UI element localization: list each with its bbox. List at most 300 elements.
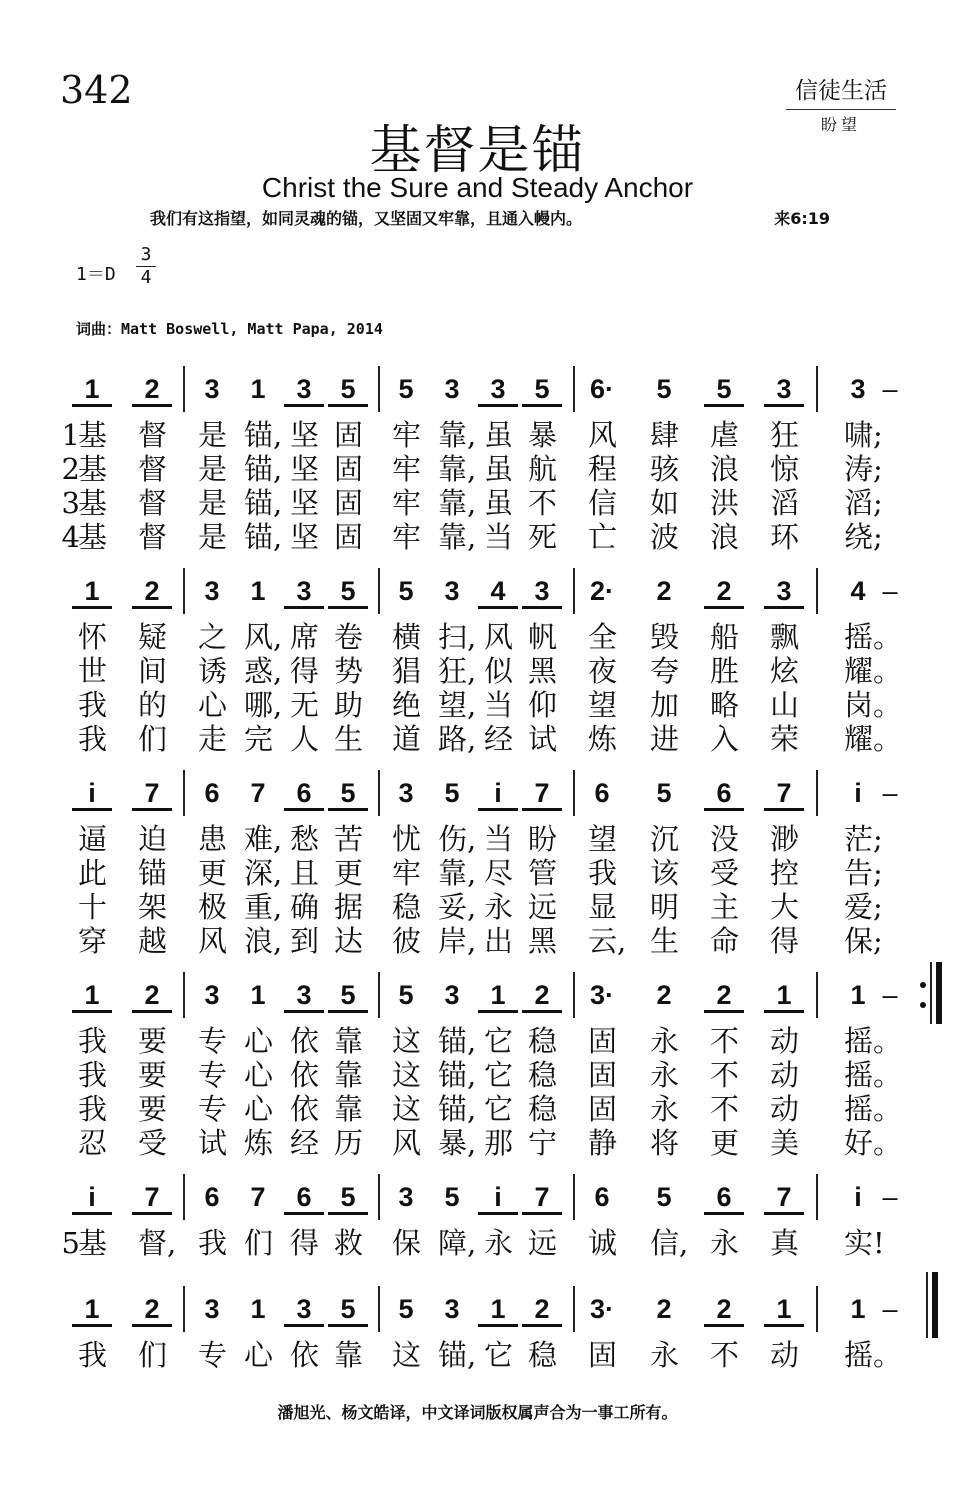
barline — [378, 568, 380, 614]
note: 2 — [704, 980, 744, 1013]
lyric-syllable: 锚, — [438, 1338, 477, 1372]
note: 5 — [444, 1182, 460, 1212]
lyric-syllable: 怀 — [78, 620, 108, 654]
time-signature-bottom: 4 — [140, 267, 152, 288]
lyric-syllable: 我 — [78, 722, 108, 756]
lyric-syllable: 管 — [528, 856, 558, 890]
lyric-syllable: 靠 — [334, 1024, 364, 1058]
barline — [378, 972, 380, 1018]
repeat-barline — [930, 962, 932, 1024]
note: 7 — [764, 1182, 804, 1215]
lyric-syllable: 穿 — [78, 924, 108, 958]
credits: 词曲：Matt Boswell, Matt Papa, 2014 — [76, 320, 383, 338]
repeat-barline-thick — [936, 962, 942, 1024]
lyric-syllable: 将 — [650, 1126, 680, 1160]
lyric-syllable: 进 — [650, 722, 680, 756]
note: 7 — [132, 778, 172, 811]
lyric-syllable: 浪 — [710, 452, 740, 486]
barline — [183, 366, 185, 412]
lyric-syllable: 经 — [484, 722, 514, 756]
note: 3 — [284, 1294, 324, 1327]
final-barline-thick — [932, 1272, 938, 1338]
lyric-syllable: 洪 — [710, 486, 740, 520]
note: 2 — [656, 576, 672, 606]
hymn-number: 342 — [60, 68, 133, 112]
note: 5 — [444, 778, 460, 808]
note: 3 — [204, 980, 220, 1010]
lyric-syllable: 波 — [650, 520, 680, 554]
barline — [816, 568, 818, 614]
lyric-syllable: 基 — [78, 486, 108, 520]
scripture-verse — [150, 206, 830, 229]
lyric-syllable: 这 — [392, 1338, 422, 1372]
lyric-syllable: 望 — [588, 822, 618, 856]
lyric-syllable: 且 — [290, 856, 320, 890]
lyric-syllable: 保 — [392, 1226, 422, 1260]
lyric-syllable: 专 — [198, 1338, 228, 1372]
repeat-dot — [920, 982, 926, 988]
lyric-syllable: 仰 — [528, 688, 558, 722]
lyric-syllable: 永 — [650, 1338, 680, 1372]
lyric-syllable: 达 — [334, 924, 364, 958]
note: i — [854, 1182, 862, 1212]
lyric-syllable: 耀。 — [844, 722, 903, 756]
lyric-syllable: 靠, — [438, 452, 477, 486]
lyric-syllable: 靠, — [438, 520, 477, 554]
scripture-reference: 来6:19 — [774, 209, 830, 228]
lyric-syllable: 绝 — [392, 688, 422, 722]
lyric-line — [0, 890, 955, 924]
hymn-subtitle: Christ the Sure and Steady Anchor — [261, 172, 694, 203]
lyric-syllable: 黑 — [528, 924, 558, 958]
lyric-syllable: 涛; — [844, 452, 883, 486]
lyric-syllable: 锚, — [244, 452, 283, 486]
note: 3 — [284, 980, 324, 1013]
lyric-syllable: 妥, — [438, 890, 477, 924]
lyric-line — [0, 1024, 955, 1058]
barline — [183, 770, 185, 816]
lyric-syllable: 耀。 — [844, 654, 903, 688]
lyric-syllable: 诱 — [198, 654, 228, 688]
lyric-line — [0, 688, 955, 722]
barline — [816, 1286, 818, 1332]
note: 1 — [72, 980, 112, 1013]
lyric-syllable: 当 — [484, 822, 514, 856]
barline — [573, 366, 575, 412]
lyric-syllable: 据 — [334, 890, 364, 924]
lyric-syllable: 宁 — [528, 1126, 558, 1160]
lyric-syllable: 这 — [392, 1058, 422, 1092]
lyric-syllable: 航 — [528, 452, 558, 486]
lyric-syllable: 狂 — [770, 418, 800, 452]
lyric-line — [0, 1226, 955, 1260]
lyric-syllable: 锚, — [438, 1058, 477, 1092]
lyric-syllable: 锚, — [438, 1092, 477, 1126]
hymn-title: 基督是锚 — [369, 121, 586, 181]
note: 4 — [478, 576, 518, 609]
lyric-syllable: 历 — [334, 1126, 364, 1160]
lyric-syllable: 真 — [770, 1226, 800, 1260]
barline — [378, 1286, 380, 1332]
lyric-syllable: 得 — [290, 1226, 320, 1260]
lyric-syllable: 坚 — [290, 418, 320, 452]
note: 2· — [589, 576, 614, 606]
lyric-syllable: 我 — [78, 1092, 108, 1126]
lyric-syllable: 更 — [198, 856, 228, 890]
lyric-syllable: 永 — [650, 1024, 680, 1058]
barline — [816, 1174, 818, 1220]
note: 7 — [522, 1182, 562, 1215]
lyric-syllable: 好。 — [844, 1126, 903, 1160]
note: 5 — [522, 374, 562, 407]
note: – — [882, 576, 898, 606]
note: 1 — [250, 1294, 266, 1324]
lyric-line — [0, 1338, 955, 1372]
lyric-syllable: 疑 — [138, 620, 168, 654]
verse-number: 2 — [61, 452, 80, 486]
lyric-syllable: 受 — [710, 856, 740, 890]
note: 2 — [132, 980, 172, 1013]
lyric-syllable: 黑 — [528, 654, 558, 688]
lyric-syllable: 当 — [484, 520, 514, 554]
lyric-syllable: 依 — [290, 1092, 320, 1126]
note: – — [882, 1182, 898, 1212]
note: 2 — [704, 1294, 744, 1327]
time-signature-top: 3 — [136, 244, 156, 267]
lyric-syllable: 生 — [650, 924, 680, 958]
lyric-syllable: 越 — [138, 924, 168, 958]
lyric-syllable: 愁 — [290, 822, 320, 856]
lyric-syllable: 心 — [244, 1338, 274, 1372]
lyric-syllable: 的 — [138, 688, 168, 722]
barline — [573, 770, 575, 816]
lyric-syllable: 深, — [244, 856, 283, 890]
lyric-syllable: 依 — [290, 1024, 320, 1058]
lyric-syllable: 固 — [334, 418, 364, 452]
lyric-syllable: 摇。 — [844, 620, 903, 654]
note: i — [478, 1182, 518, 1215]
barline — [183, 1286, 185, 1332]
note: 5 — [328, 1294, 368, 1327]
lyric-syllable: 忍 — [78, 1126, 108, 1160]
lyric-syllable: 到 — [290, 924, 320, 958]
lyric-syllable: 得 — [770, 924, 800, 958]
note: 5 — [328, 980, 368, 1013]
lyric-syllable: 全 — [588, 620, 618, 654]
lyric-syllable: 是 — [198, 418, 228, 452]
lyric-syllable: 渺 — [770, 822, 800, 856]
lyric-syllable: 摇。 — [844, 1338, 903, 1372]
lyric-syllable: 毁 — [650, 620, 680, 654]
lyric-syllable: 生 — [334, 722, 364, 756]
lyric-syllable: 如 — [650, 486, 680, 520]
lyric-syllable: 荣 — [770, 722, 800, 756]
lyric-syllable: 人 — [290, 722, 320, 756]
note: 1 — [764, 1294, 804, 1327]
lyric-syllable: 稳 — [528, 1024, 558, 1058]
note: 5 — [398, 1294, 414, 1324]
lyric-syllable: 牢 — [392, 418, 422, 452]
lyric-syllable: 尽 — [484, 856, 514, 890]
lyric-syllable: 督 — [138, 452, 168, 486]
lyric-syllable: 惊 — [770, 452, 800, 486]
lyric-syllable: 告; — [844, 856, 883, 890]
subcategory-label: 盼望 — [820, 115, 861, 134]
lyric-syllable: 经 — [290, 1126, 320, 1160]
lyric-syllable: 加 — [650, 688, 680, 722]
barline — [816, 770, 818, 816]
time-signature — [136, 244, 156, 289]
note: 5 — [328, 1182, 368, 1215]
lyric-syllable: 永 — [650, 1058, 680, 1092]
lyric-line — [0, 418, 955, 452]
lyric-syllable: 滔; — [844, 486, 883, 520]
lyric-syllable: 锚, — [244, 520, 283, 554]
lyric-syllable: 之 — [198, 620, 228, 654]
lyric-syllable: 无 — [290, 688, 320, 722]
lyric-syllable: 依 — [290, 1058, 320, 1092]
lyric-syllable: 出 — [484, 924, 514, 958]
lyric-syllable: 夸 — [650, 654, 680, 688]
note: 1 — [250, 980, 266, 1010]
lyric-syllable: 风 — [588, 418, 618, 452]
lyric-syllable: 动 — [770, 1092, 800, 1126]
lyric-syllable: 滔 — [770, 486, 800, 520]
lyric-syllable: 虽 — [484, 452, 514, 486]
lyric-syllable: 靠, — [438, 418, 477, 452]
lyric-syllable: 不 — [710, 1058, 740, 1092]
lyric-syllable: 固 — [334, 452, 364, 486]
lyric-syllable: 锚 — [138, 856, 168, 890]
lyric-syllable: 督 — [138, 520, 168, 554]
notes-row — [0, 972, 955, 1018]
copyright-footer: 潘旭光、杨文皓译，中文译词版权属声合为一事工所有。 — [277, 1403, 678, 1422]
lyric-syllable: 障, — [438, 1226, 477, 1260]
lyric-syllable: 不 — [710, 1338, 740, 1372]
lyric-syllable: 靠, — [438, 856, 477, 890]
note: 2 — [132, 576, 172, 609]
notes-row — [0, 770, 955, 816]
lyric-syllable: 永 — [484, 890, 514, 924]
note: 5 — [328, 576, 368, 609]
scripture-text: 我们有这指望，如同灵魂的锚，又坚固又牢靠，且通入幔内。 — [150, 209, 583, 228]
lyric-syllable: 要 — [138, 1058, 168, 1092]
lyric-syllable: 势 — [334, 654, 364, 688]
lyric-syllable: 不 — [710, 1092, 740, 1126]
lyric-syllable: 动 — [770, 1024, 800, 1058]
lyric-syllable: 要 — [138, 1092, 168, 1126]
note: 3 — [204, 374, 220, 404]
lyric-syllable: 固 — [588, 1092, 618, 1126]
lyric-syllable: 横 — [392, 620, 422, 654]
lyric-syllable: 主 — [710, 890, 740, 924]
note: 4 — [850, 576, 866, 606]
note: 2 — [132, 374, 172, 407]
lyric-syllable: 扫, — [438, 620, 477, 654]
lyric-syllable: 似 — [484, 654, 514, 688]
lyric-syllable: 稳 — [392, 890, 422, 924]
note: 1 — [478, 980, 518, 1013]
note: 7 — [250, 778, 266, 808]
lyric-syllable: 坚 — [290, 452, 320, 486]
lyric-syllable: 伤, — [438, 822, 477, 856]
lyric-syllable: 靠 — [334, 1058, 364, 1092]
lyric-syllable: 望, — [438, 688, 477, 722]
lyric-syllable: 固 — [588, 1058, 618, 1092]
lyric-syllable: 锚, — [244, 418, 283, 452]
lyric-syllable: 摇。 — [844, 1024, 903, 1058]
lyric-line — [0, 924, 955, 958]
lyric-syllable: 虽 — [484, 418, 514, 452]
barline — [573, 1174, 575, 1220]
notes-row — [0, 568, 955, 614]
note: 2 — [656, 980, 672, 1010]
note: 6 — [594, 1182, 610, 1212]
lyric-syllable: 是 — [198, 452, 228, 486]
note: 3 — [764, 374, 804, 407]
lyric-syllable: 它 — [484, 1058, 514, 1092]
note: 5 — [656, 778, 672, 808]
lyric-syllable: 卷 — [334, 620, 364, 654]
lyric-line — [0, 856, 955, 890]
lyric-syllable: 它 — [484, 1338, 514, 1372]
lyric-syllable: 坚 — [290, 486, 320, 520]
lyric-syllable: 诚 — [588, 1226, 618, 1260]
barline — [573, 1286, 575, 1332]
lyric-syllable: 帆 — [528, 620, 558, 654]
note: 5 — [656, 1182, 672, 1212]
barline — [573, 568, 575, 614]
note: 6 — [284, 1182, 324, 1215]
lyric-syllable: 更 — [334, 856, 364, 890]
lyric-syllable: 猖 — [392, 654, 422, 688]
lyric-syllable: 永 — [484, 1226, 514, 1260]
lyric-line — [0, 722, 955, 756]
notes-row — [0, 1174, 955, 1220]
note: 5 — [328, 374, 368, 407]
lyric-syllable: 心 — [244, 1058, 274, 1092]
note: 2 — [656, 1294, 672, 1324]
note: i — [854, 778, 862, 808]
lyric-syllable: 信, — [650, 1226, 689, 1260]
lyric-syllable: 不 — [710, 1024, 740, 1058]
lyric-syllable: 固 — [588, 1338, 618, 1372]
lyric-syllable: 啸; — [844, 418, 883, 452]
lyric-syllable: 道 — [392, 722, 422, 756]
lyric-syllable: 它 — [484, 1024, 514, 1058]
lyric-syllable: 岸, — [438, 924, 477, 958]
barline — [183, 568, 185, 614]
barline — [183, 972, 185, 1018]
lyric-syllable: 哪, — [244, 688, 283, 722]
lyric-syllable: 我 — [78, 1058, 108, 1092]
verse-number: 3 — [61, 486, 80, 520]
note: 2 — [704, 576, 744, 609]
lyric-syllable: 是 — [198, 520, 228, 554]
note: 6 — [284, 778, 324, 811]
note: 6· — [589, 374, 614, 404]
lyric-syllable: 死 — [528, 520, 558, 554]
lyric-syllable: 骇 — [650, 452, 680, 486]
note: 1 — [850, 1294, 866, 1324]
lyric-syllable: 略 — [710, 688, 740, 722]
lyric-syllable: 狂, — [438, 654, 477, 688]
note: 2 — [522, 1294, 562, 1327]
note: i — [72, 778, 112, 811]
lyric-syllable: 心 — [244, 1092, 274, 1126]
lyric-syllable: 亡 — [588, 520, 618, 554]
lyric-syllable: 静 — [588, 1126, 618, 1160]
lyric-syllable: 固 — [588, 1024, 618, 1058]
note: 3 — [444, 1294, 460, 1324]
lyric-syllable: 控 — [770, 856, 800, 890]
lyric-syllable: 动 — [770, 1058, 800, 1092]
lyric-syllable: 炼 — [588, 722, 618, 756]
barline — [816, 972, 818, 1018]
note: 5 — [656, 374, 672, 404]
lyric-syllable: 该 — [650, 856, 680, 890]
note: 6 — [204, 778, 220, 808]
note: 7 — [522, 778, 562, 811]
lyric-syllable: 我 — [78, 688, 108, 722]
lyric-syllable: 风 — [198, 924, 228, 958]
lyric-syllable: 绕; — [844, 520, 883, 554]
barline — [378, 1174, 380, 1220]
lyric-syllable: 胜 — [710, 654, 740, 688]
lyric-syllable: 浪, — [244, 924, 283, 958]
lyric-syllable: 这 — [392, 1092, 422, 1126]
note: 5 — [328, 778, 368, 811]
lyric-syllable: 大 — [770, 890, 800, 924]
lyric-syllable: 十 — [78, 890, 108, 924]
note: 6 — [704, 1182, 744, 1215]
lyric-syllable: 靠, — [438, 486, 477, 520]
lyric-syllable: 浪 — [710, 520, 740, 554]
lyric-syllable: 盼 — [528, 822, 558, 856]
lyric-syllable: 试 — [198, 1126, 228, 1160]
lyric-syllable: 稳 — [528, 1338, 558, 1372]
note: 5 — [398, 374, 414, 404]
verse-number: 4 — [61, 520, 80, 554]
lyric-syllable: 暴 — [528, 418, 558, 452]
note: 1 — [72, 1294, 112, 1327]
lyric-syllable: 远 — [528, 890, 558, 924]
verse-number: 5 — [61, 1226, 80, 1260]
lyric-syllable: 我 — [198, 1226, 228, 1260]
lyric-syllable: 彼 — [392, 924, 422, 958]
lyric-syllable: 督 — [138, 418, 168, 452]
lyric-syllable: 靠 — [334, 1092, 364, 1126]
note: 2 — [132, 1294, 172, 1327]
lyric-syllable: 迫 — [138, 822, 168, 856]
lyric-syllable: 肆 — [650, 418, 680, 452]
lyric-syllable: 摇。 — [844, 1058, 903, 1092]
note: 3 — [478, 374, 518, 407]
repeat-dot — [920, 1002, 926, 1008]
lyric-syllable: 固 — [334, 520, 364, 554]
barline — [183, 1174, 185, 1220]
lyric-syllable: 实! — [844, 1226, 885, 1260]
verse-number: 1 — [61, 418, 80, 452]
note: 3 — [444, 374, 460, 404]
note: 1 — [250, 374, 266, 404]
lyric-syllable: 没 — [710, 822, 740, 856]
lyric-syllable: 风 — [484, 620, 514, 654]
lyric-syllable: 牢 — [392, 520, 422, 554]
note: i — [478, 778, 518, 811]
note: 5 — [398, 576, 414, 606]
lyric-syllable: 我 — [588, 856, 618, 890]
